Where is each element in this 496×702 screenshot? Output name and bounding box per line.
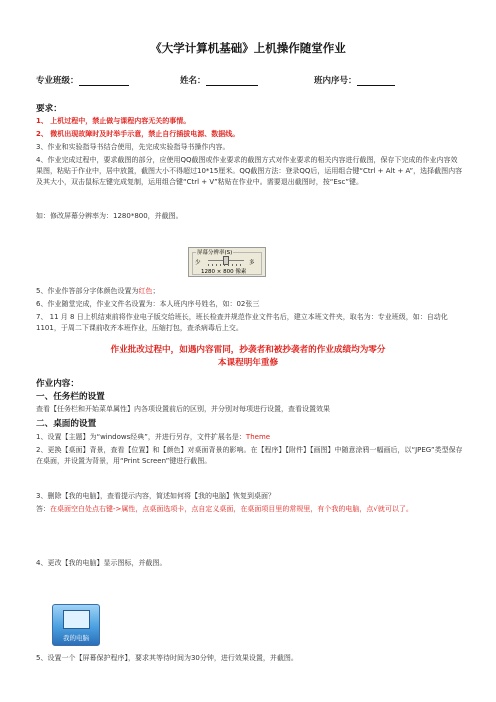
seat-label: 班内序号： [314,76,357,86]
seat-blank [357,76,395,86]
requirement-1: 1、 上机过程中，禁止做与课程内容无关的事情。 [36,117,191,125]
requirement-5-red: 红色 [138,287,153,295]
question-3: 3、删除【我的电脑】，查看提示内容，简述如何将【我的电脑】恢复到桌面？ [36,492,275,500]
slider-min-label: 少 [195,260,201,266]
resolution-value: 1280 × 800 像素 [201,269,247,275]
answer-3-text: 在桌面空白处点右键->属性，点桌面选项卡，点自定义桌面，在桌面项目里的常规里，有个我的电脑，点√就可以了。 [50,505,413,513]
resolution-group-label: 屏幕分辨率(S) [197,250,233,256]
requirements-heading: 要求： [36,104,62,114]
my-computer-label: 我的电脑 [63,634,89,642]
section-1-text: 查看【任务栏和开始菜单属性】内各项设置前后的区别，并分别对每项进行设置，查看设置效果 [36,405,330,413]
monitor-icon [63,610,90,629]
major-label: 专业班级： [36,76,79,86]
name-blank [206,76,258,86]
requirement-5 [36,286,159,297]
major-blank [79,76,129,86]
requirement-5-prefix: 5、作业作答部分字体颜色设置为 [36,287,139,295]
question-2: 2、更换【桌面】背景，查看【位置】和【颜色】对桌面背景的影响。在【程序】【附件】【画图】中随意涂鸦一幅画后，以“JPEG”类型保存在桌面，并设置为背景，用“Print Screen”键进行截图。 [36,446,463,465]
resolution-dialog [188,247,266,277]
example-line: 如：修改屏幕分辨率为：1280*800，并截图。 [36,212,183,220]
question-5: 5、设置一个【屏幕保护程序】，要求其等待时间为30分钟，进行效果设置，并截图。 [36,654,298,662]
seat-field [314,74,395,86]
name-field [180,74,258,86]
content-heading: 作业内容： [36,379,79,389]
slider-max-label: 多 [249,260,255,266]
question-1-answer: Theme [245,433,271,441]
requirement-4 [36,155,464,188]
answer-3 [36,504,464,515]
warning-line-2: 本课程明年重修 [217,358,279,368]
name-label: 姓名： [180,76,206,86]
requirement-6: 6、作业随堂完成，作业文件名设置为：本人班内序号姓名，如：02张三 [36,300,260,308]
requirement-7: 7、 11 月 8 日上机结束前将作业电子版交给班长，班长检查并规范作业文件名后，建立本班文件夹，取名为：专业班级，如：自动化1101，于周二下课前收齐本班作业，压缩打包，查杀病毒后上交。 [36,313,448,332]
requirement-3: 3、作业和实验指导书结合使用，先完成实验指导书操作内容。 [36,143,230,151]
warning-line-1: 作业批改过程中，如遇内容雷同，抄袭者和被抄袭者的作业成绩均为零分 [110,345,386,355]
section-1-heading: 一、任务栏的设置 [36,392,105,402]
answer-3-prefix: 答： [36,505,50,513]
requirement-4-text: 4、作业完成过程中，要求截图的部分，应使用QQ截图或作业要求的截图方式对作业要求的相关内容进行截图，保存下完成的作业内容效果图，粘贴于作业中，居中放置，截图大小不得超过10*15厘米。QQ截图方法：登录QQ后，运用组合键“Ctrl + Alt + A”，选择截图内容及其大小，双击鼠标左键完成复制，运用组合键“Ctrl + V”粘贴在作业中。需要退出截图时，按“Esc”键。 [36,156,463,186]
question-1-text: 1、设置【主题】为“windows经典”，并进行另存，文件扩展名是： [36,433,246,441]
slider-ticks [208,264,244,266]
requirement-5-suffix: ； [152,287,160,295]
my-computer-icon [52,604,100,646]
question-1 [36,432,270,443]
question-4: 4、更改【我的电脑】显示图标，并截图。 [36,559,167,567]
document-title: 《大学计算机基础》上机操作随堂作业 [150,41,346,55]
requirement-2: 2、 微机出现故障时及时举手示意，禁止自行插拔电源、数据线。 [36,130,240,138]
major-field [36,74,129,86]
section-2-heading: 二、桌面的设置 [36,419,97,429]
